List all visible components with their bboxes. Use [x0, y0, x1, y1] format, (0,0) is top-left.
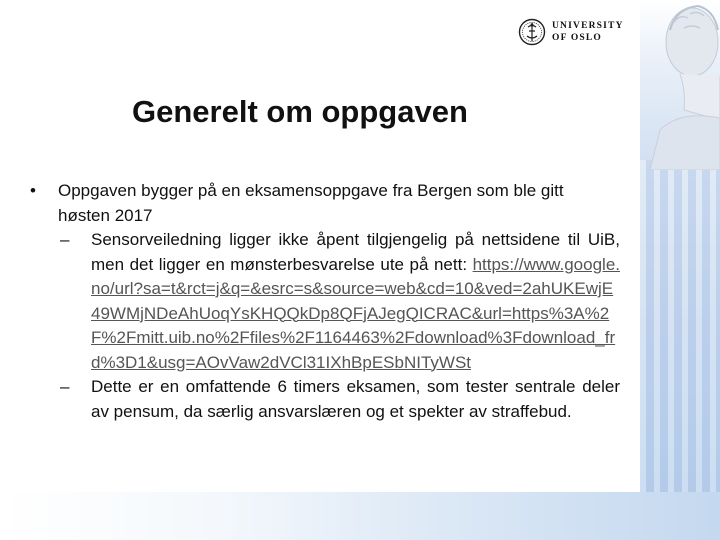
- logo-line-2: OF OSLO: [552, 33, 603, 43]
- sub-bullet-item: [60, 375, 620, 424]
- logo-line-1: UNIVERSITY: [552, 21, 624, 31]
- bottom-decor-bar: [0, 492, 720, 540]
- sub-bullet-content: [91, 228, 620, 375]
- sub-bullet-marker: –: [60, 377, 70, 396]
- answer-link[interactable]: https://www.google.no/url?sa=t&rct=j&q=&esrc=s&source=web&cd=10&ved=2ahUKEwjE49WMjNDeAhUoqYsKHQQkDp8QFjAJegQICRAC&url=https%3A%2F%2Fmitt.uib.no%2Ffiles%2F1164463%2Fdownload%3Fdownload_frd%3D1&usg=AOvVaw2dVCl31IXhBpESbNITyWSt: [91, 254, 620, 372]
- slide-body: [30, 179, 620, 424]
- sub-bullet-text: Sensorveiledning ligger ikke åpent tilgjengelig på nettsidene til UiB, men det ligger en mønsterbesvarelse ute på nett:: [91, 230, 620, 274]
- sub-bullet-item: [60, 228, 620, 375]
- classical-bust-icon: [640, 0, 720, 170]
- bullet-item: [30, 179, 620, 228]
- university-logo: [518, 14, 624, 50]
- slide-title: Generelt om oppgaven: [132, 94, 468, 129]
- university-seal-icon: [518, 14, 546, 50]
- sub-bullet-text: Dette er en omfattende 6 timers eksamen, som tester sentrale deler av pensum, da særlig ansvarslæren og et spekter av straffebud.: [91, 377, 620, 421]
- bullet-text: Oppgaven bygger på en eksamensoppgave fra Bergen som ble gitt høsten 2017: [58, 181, 564, 225]
- column-pattern: [640, 160, 720, 540]
- sub-bullet-marker: –: [60, 230, 70, 249]
- bullet-marker: •: [30, 181, 36, 200]
